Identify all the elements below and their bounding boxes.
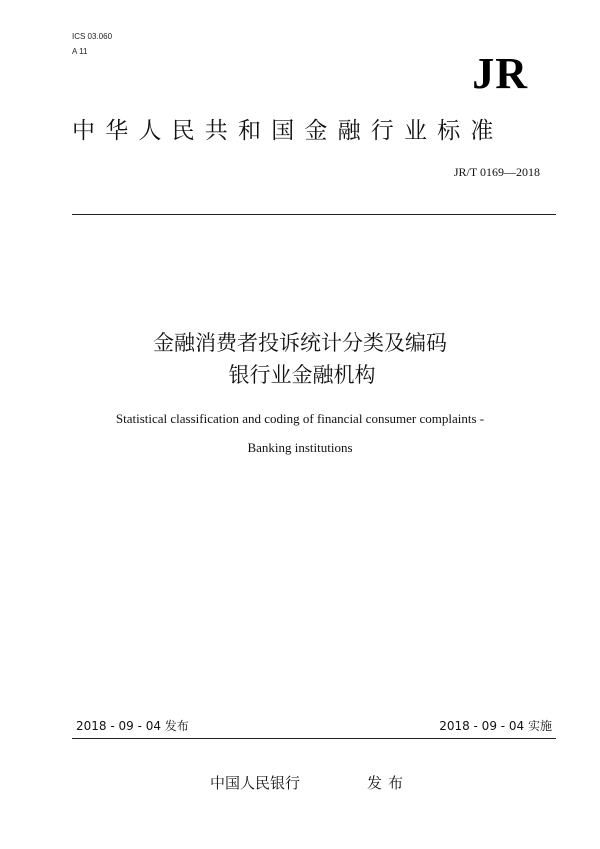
standard-number: JR/T 0169—2018 xyxy=(453,165,540,179)
ics-code: ICS 03.060 xyxy=(72,32,113,41)
publisher-name: 中国人民银行 xyxy=(210,774,301,792)
footer-divider xyxy=(72,738,556,739)
header-divider xyxy=(72,214,556,215)
jr-logo: JR xyxy=(472,49,528,98)
document-title-en-line2: Banking institutions xyxy=(247,440,353,455)
document-title-en-line1: Statistical classification and coding of financial consumer complaints - xyxy=(115,411,485,426)
document-title-zh-line1: 金融消费者投诉统计分类及编码 xyxy=(153,331,447,355)
standard-title: 中华人民共和国金融行业标准 xyxy=(72,118,504,144)
classification-code: A 11 xyxy=(72,47,88,56)
document-title-zh-line2: 银行业金融机构 xyxy=(228,363,376,387)
publish-label: 发布 xyxy=(367,774,410,792)
implementation-date: 2018 - 09 - 04 实施 xyxy=(439,719,552,733)
issue-date: 2018 - 09 - 04 发布 xyxy=(76,719,189,733)
